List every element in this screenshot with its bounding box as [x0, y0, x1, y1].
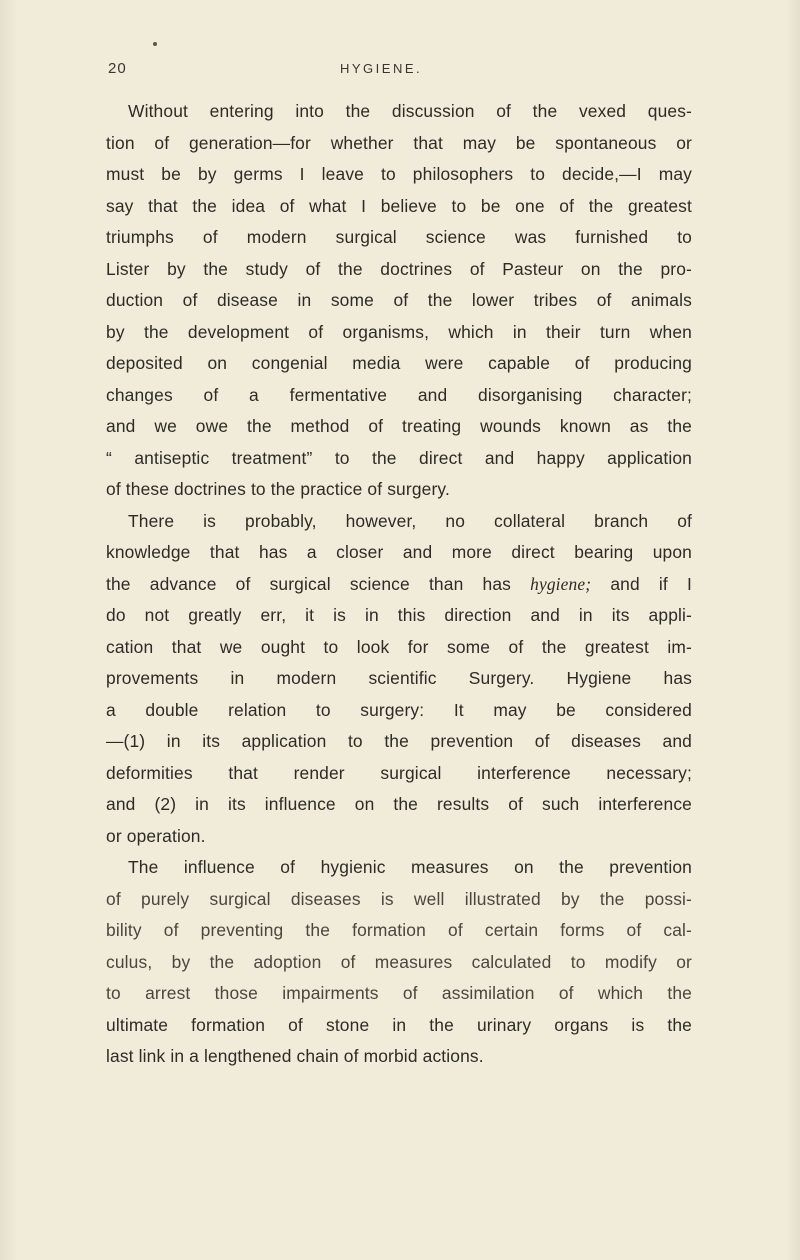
text-line: by the development of organisms, which in their turn when [106, 321, 692, 342]
text-line: triumphs of modern surgical science was furnished to [106, 227, 692, 247]
text-line: a double relation to surgery: It may be considered [106, 699, 692, 720]
text-line: and (2) in its influence on the results of such interference [106, 794, 692, 814]
text-line: and we owe the method of treating wounds known as the [106, 416, 692, 436]
text-line: Without entering into the discussion of the vexed ques- [128, 101, 692, 121]
text-line: last link in a lengthened chain of morbid actions. [106, 1046, 484, 1066]
text-line: culus, by the adoption of measures calculated to modify or [106, 951, 692, 972]
text-line: “ antiseptic treatment” to the direct and happy application [106, 447, 692, 468]
text-line: do not greatly err, it is in this direction and in its appli- [106, 605, 692, 625]
text-run: and if I [591, 573, 692, 594]
text-line: ultimate formation of stone in the urinary organs is the [106, 1014, 692, 1035]
text-line: The influence of hygienic measures on the prevention [128, 857, 692, 877]
text-line: changes of a fermentative and disorganising character; [106, 384, 692, 405]
text-line: duction of disease in some of the lower tribes of animals [106, 290, 692, 310]
italic-word: hygiene; [530, 573, 592, 594]
text-line: of purely surgical diseases is well illustrated by the possi- [106, 888, 692, 909]
text-line: deposited on congenial media were capable of producing [106, 353, 692, 373]
text-line: cation that we ought to look for some of the greatest im- [106, 636, 692, 657]
text-line: say that the idea of what I believe to be one of the greatest [106, 195, 692, 216]
body-text [106, 96, 692, 1073]
text-line: knowledge that has a closer and more direct bearing upon [106, 542, 692, 562]
text-line: bility of preventing the formation of certain forms of cal- [106, 920, 692, 940]
text-line: Lister by the study of the doctrines of Pasteur on the pro- [106, 258, 692, 279]
text-line: deformities that render surgical interference necessary; [106, 762, 692, 783]
text-line: or operation. [106, 825, 206, 846]
text-line: provements in modern scientific Surgery. Hygiene has [106, 668, 692, 688]
text-line: of these doctrines to the practice of surgery. [106, 479, 450, 499]
text-line-with-italic [106, 569, 692, 601]
text-line: to arrest those impairments of assimilation of which the [106, 983, 692, 1003]
running-title: HYGIENE. [340, 61, 423, 76]
text-line: must be by germs I leave to philosophers to decide,—I may [106, 164, 692, 184]
text-line: —(1) in its application to the prevention of diseases and [106, 731, 692, 751]
printer-mark [153, 42, 157, 46]
text-line: tion of generation—for whether that may be spontaneous or [106, 132, 692, 153]
text-run: the advance of surgical science than has [106, 573, 531, 594]
page-number: 20 [108, 60, 127, 77]
text-line: There is probably, however, no collateral branch of [128, 510, 692, 531]
